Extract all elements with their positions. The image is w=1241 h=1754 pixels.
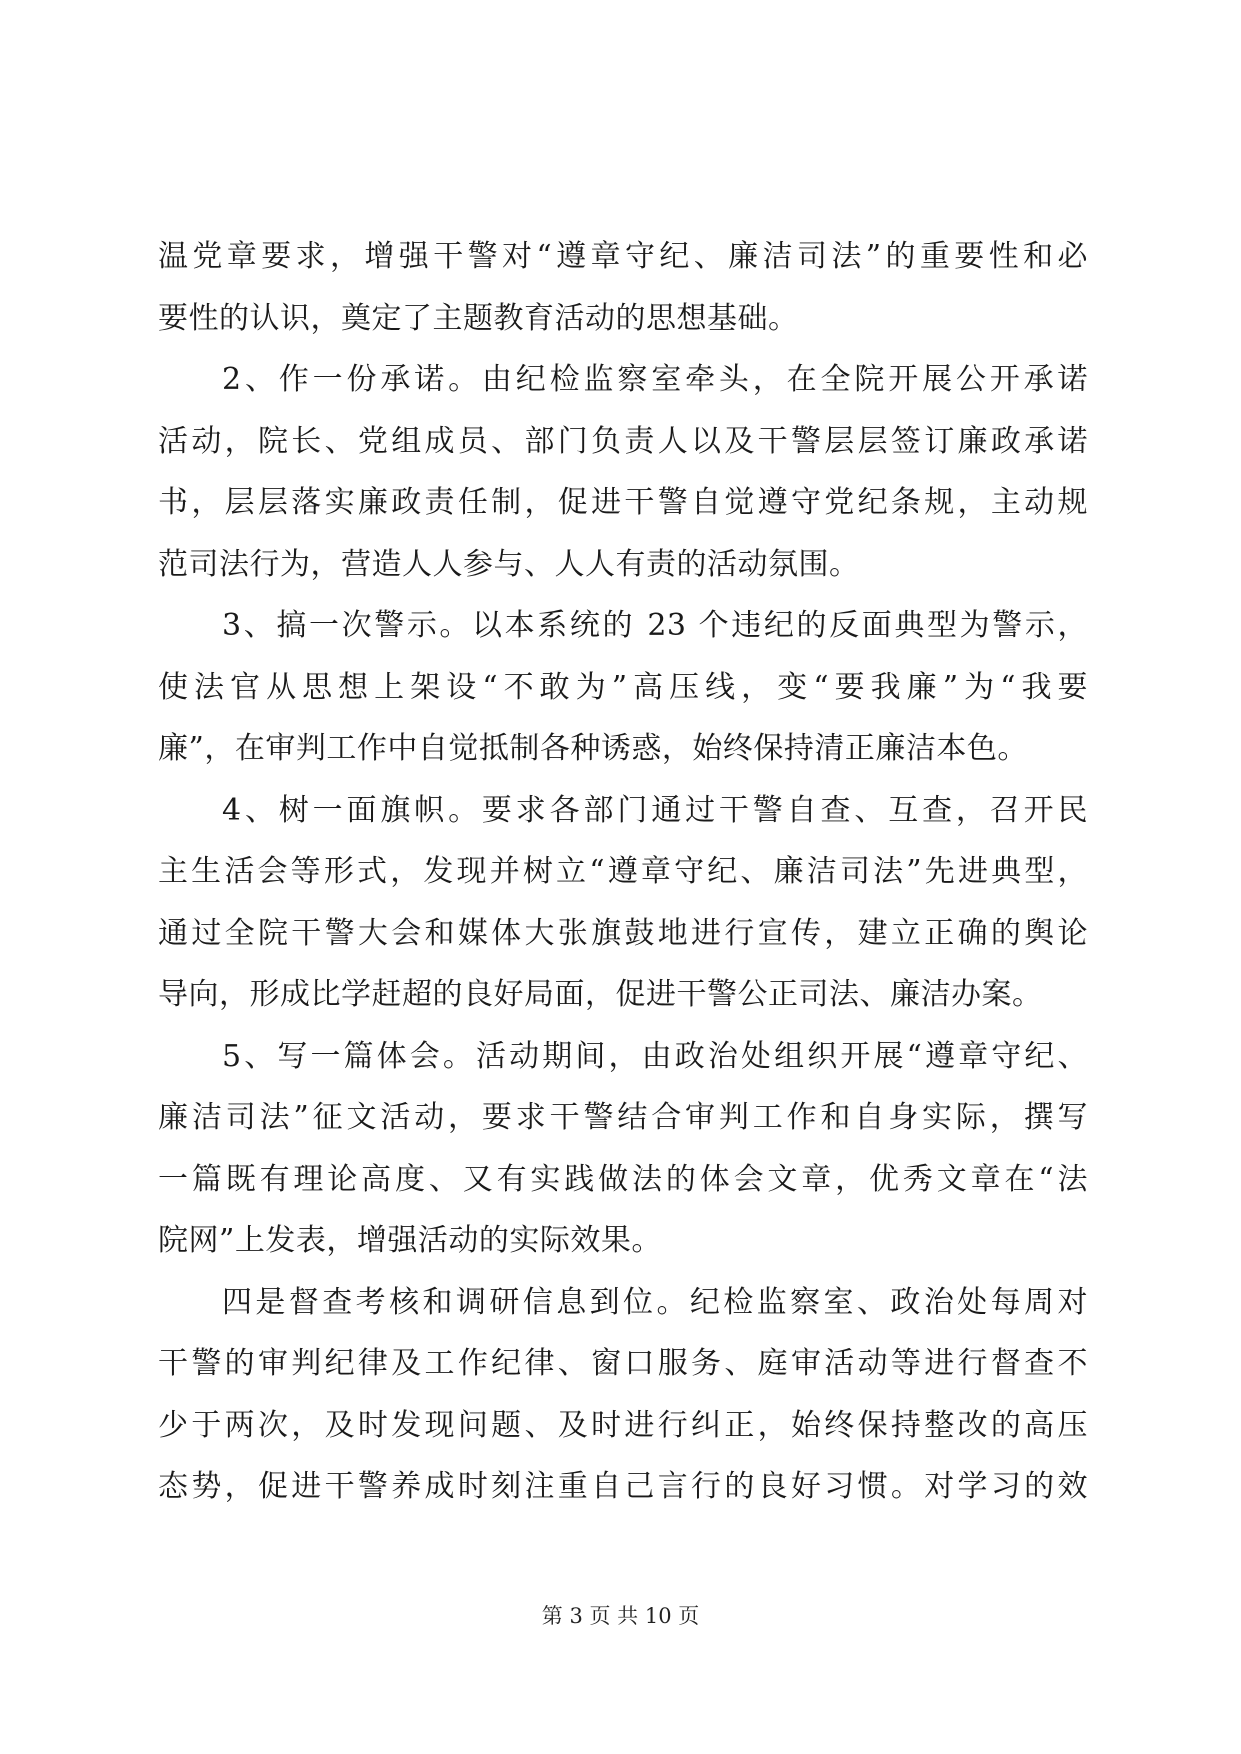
text-line: 活动，院长、党组成员、部门负责人以及干警层层签订廉政承诺 [158,423,1088,459]
text-line: 3、搞一次警示。以本系统的 23 个违纪的反面典型为警示， [222,608,1088,643]
text-line: 一篇既有理论高度、又有实践做法的体会文章，优秀文章在“法 [158,1161,1088,1197]
text-line: 态势，促进干警养成时刻注重自己言行的良好习惯。对学习的效 [158,1469,1088,1504]
text-line: 4、树一面旗帜。要求各部门通过干警自查、互查，召开民 [222,792,1088,828]
text-line: 2、作一份承诺。由纪检监察室牵头，在全院开展公开承诺 [222,362,1088,397]
text-line: 书，层层落实廉政责任制，促进干警自觉遵守党纪条规，主动规 [158,485,1088,520]
text-line: 通过全院干警大会和媒体大张旗鼓地进行宣传，建立正确的舆论 [158,915,1088,951]
text-line: 5、写一篇体会。活动期间，由政治处组织开展“遵章守纪、 [222,1038,1088,1074]
text-line: 温党章要求，增强干警对“遵章守纪、廉洁司法”的重要性和必 [158,239,1088,274]
text-line: 干警的审判纪律及工作纪律、窗口服务、庭审活动等进行督查不 [158,1346,1088,1381]
text-line: 要性的认识，奠定了主题教育活动的思想基础。 [158,300,799,336]
text-line: 范司法行为，营造人人参与、人人有责的活动氛围。 [158,546,860,582]
text-line: 使法官从思想上架设“不敢为”高压线，变“要我廉”为“我要 [158,669,1088,705]
text-line: 主生活会等形式，发现并树立“遵章守纪、廉洁司法”先进典型， [158,854,1088,889]
text-line: 廉”，在审判工作中自觉抵制各种诱惑，始终保持清正廉洁本色。 [158,731,1028,766]
text-line: 廉洁司法”征文活动，要求干警结合审判工作和自身实际，撰写 [158,1100,1088,1135]
page-number-footer: 第 3 页 共 10 页 [541,1604,700,1628]
text-line: 四是督查考核和调研信息到位。纪检监察室、政治处每周对 [222,1284,1088,1320]
document-body [158,226,1088,1518]
text-line: 院网”上发表，增强活动的实际效果。 [158,1223,662,1258]
text-line: 导向，形成比学赶超的良好局面，促进干警公正司法、廉洁办案。 [158,977,1043,1012]
text-line: 少于两次，及时发现问题、及时进行纠正，始终保持整改的高压 [158,1407,1088,1443]
